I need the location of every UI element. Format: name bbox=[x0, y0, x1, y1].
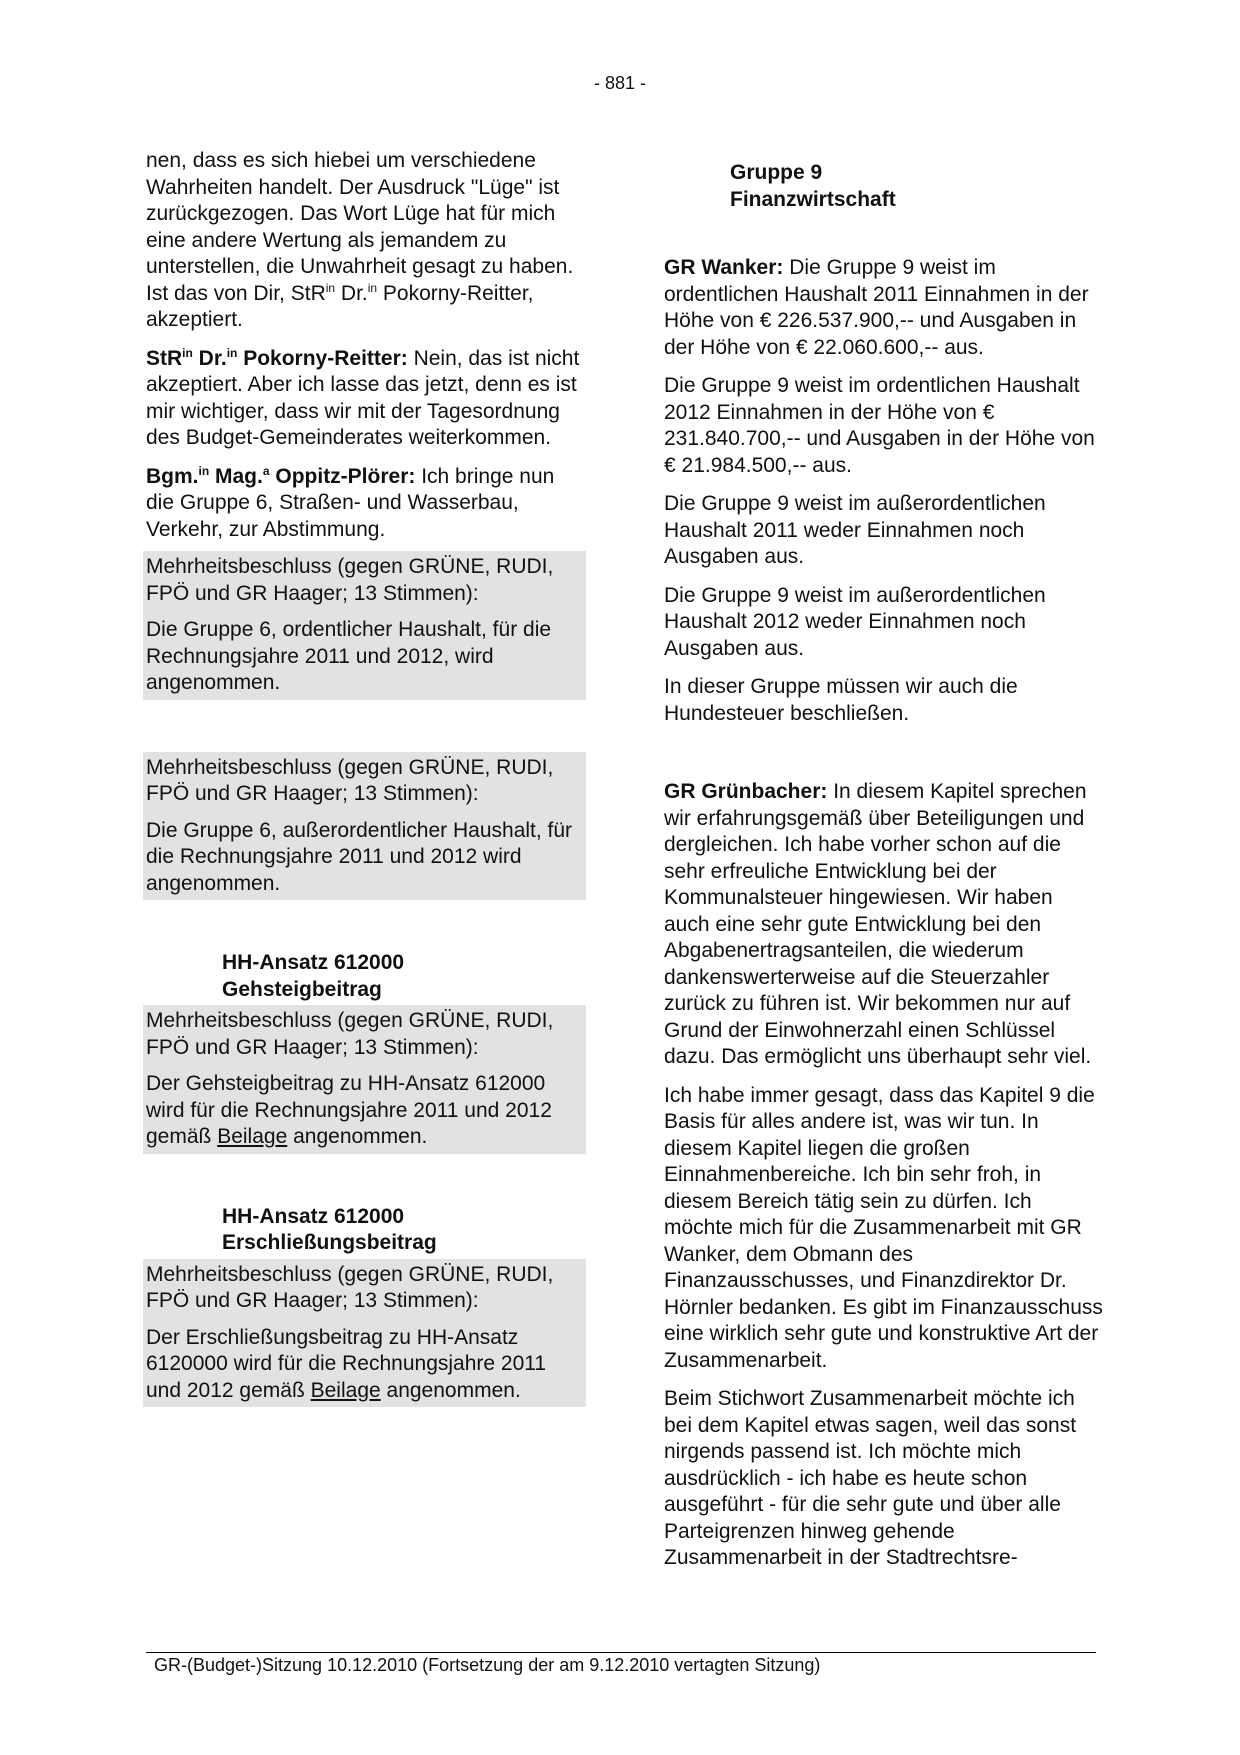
resolution-box bbox=[143, 1005, 586, 1154]
paragraph: In dieser Gruppe müssen wir auch die Hundesteuer beschließen. bbox=[664, 675, 1018, 725]
paragraph: Die Gruppe 9 weist im außerordentlichen Haushalt 2011 weder Einnahmen noch Ausgaben aus. bbox=[664, 492, 1046, 568]
section-heading: HH-Ansatz 612000 Gehsteigbeitrag bbox=[222, 951, 405, 1001]
resolution-vote: Mehrheitsbeschluss (gegen GRÜNE, RUDI, FPÖ und GR Haager; 13 Stimmen): bbox=[146, 1262, 554, 1312]
paragraph: Die Gruppe 9 weist im ordentlichen Haushalt 2012 Einnahmen in der Höhe von € 231.840.700,-- und Ausgaben in der Höhe von € 21.984.500,-- aus. bbox=[664, 374, 1095, 477]
resolution-vote: Mehrheitsbeschluss (gegen GRÜNE, RUDI, FPÖ und GR Haager; 13 Stimmen): bbox=[146, 555, 554, 605]
resolution-text: Die Gruppe 6, außerordentlicher Haushalt, für die Rechnungsjahre 2011 und 2012 wird angenommen. bbox=[146, 818, 573, 895]
beilage-link[interactable]: Beilage bbox=[310, 1378, 381, 1402]
resolution-text: Der Erschließungsbeitrag zu HH-Ansatz 6120000 wird für die Rechnungsjahre 2011 und 2012 gemäß Beilage angenommen. bbox=[146, 1325, 547, 1402]
resolution-vote: Mehrheitsbeschluss (gegen GRÜNE, RUDI, FPÖ und GR Haager; 13 Stimmen): bbox=[146, 1009, 554, 1059]
speech-pokorny-reitter: StR$^{in}$ Dr.$^{in}$ Pokorny-Reitter: Nein, das ist nicht akzeptiert. Aber ich lasse das jetzt, denn es ist mir wichtiger, dass wir mit der Tagesordnung des Budget-Gemeinderates weiterkommen. bbox=[146, 345, 580, 449]
speaker-name: Bgm.$^{in}$ Mag.$^a$ Oppitz-Plörer: bbox=[146, 463, 416, 488]
speech-gruenbacher: GR Grünbacher: In diesem Kapitel sprechen wir erfahrungsgemäß über Beteiligungen und dergleichen. Ich habe vorher schon auf die sehr erfreuliche Entwicklung bei der Kommunalsteuer hingewiesen. Wir haben auch eine sehr gute Entwicklung bei den Abgabenertragsanteilen, die wiederum dankenswerterweise auf die Steuerzahler zurück zu führen ist. Wir bekommen nur auf Grund der Einwohnerzahl einen Schlüssel dazu. Das ermöglicht uns überhaupt sehr viel. bbox=[664, 780, 1092, 1068]
speech-oppitz-ploerer: Bgm.$^{in}$ Mag.$^a$ Oppitz-Plörer: Ich bringe nun die Gruppe 6, Straßen- und Wasserbau, Verkehr, zur Abstimmung. bbox=[146, 463, 555, 541]
section-heading: Gruppe 9 Finanzwirtschaft bbox=[730, 161, 896, 211]
resolution-box bbox=[143, 551, 586, 700]
resolution-vote: Mehrheitsbeschluss (gegen GRÜNE, RUDI, FPÖ und GR Haager; 13 Stimmen): bbox=[146, 755, 554, 805]
left-column bbox=[146, 148, 586, 1407]
footer: GR-(Budget-)Sitzung 10.12.2010 (Fortsetzung der am 9.12.2010 vertagten Sitzung) bbox=[154, 1655, 821, 1675]
page-number: - 881 - bbox=[593, 73, 647, 93]
resolution-box bbox=[143, 1259, 586, 1408]
footer-rule bbox=[146, 1652, 1096, 1653]
speech-wanker: GR Wanker: Die Gruppe 9 weist im ordentlichen Haushalt 2011 Einnahmen in der Höhe von € 226.537.900,-- und Ausgaben in der Höhe von € 22.060.600,-- aus. bbox=[664, 256, 1089, 359]
right-column bbox=[664, 160, 1104, 1584]
speaker-name: GR Wanker: bbox=[664, 256, 784, 279]
section-heading: HH-Ansatz 612000 Erschließungsbeitrag bbox=[222, 1204, 437, 1254]
paragraph: nen, dass es sich hiebei um verschiedene Wahrheiten handelt. Der Ausdruck "Lüge" ist zurückgezogen. Das Wort Lüge hat für mich eine andere Wertung als jemandem zu unterstellen, die Unwahrheit gesagt zu haben. Ist das von Dir, StR$^{in}$ Dr.$^{in}$ Pokorny-Reitter, akzeptiert. bbox=[146, 149, 574, 331]
paragraph: Die Gruppe 9 weist im außerordentlichen Haushalt 2012 weder Einnahmen noch Ausgaben aus. bbox=[664, 583, 1046, 660]
speaker-name: StR$^{in}$ Dr.$^{in}$ Pokorny-Reitter: bbox=[146, 345, 408, 370]
paragraph: Ich habe immer gesagt, dass das Kapitel 9 die Basis für alles andere ist, was wir tun. In diesem Kapitel liegen die großen Einnahmenbereiche. Ich bin sehr froh, in diesem Bereich tätig sein zu dürfen. Ich möchte mich für die Zusammenarbeit mit GR Wanker, dem Obmann des Finanzausschusses, und Finanzdirektor Dr. Hörnler bedanken. Es gibt im Finanzausschuss eine wirklich sehr gute und konstruktive Art der Zusammenarbeit. bbox=[664, 1083, 1103, 1372]
beilage-link[interactable]: Beilage bbox=[217, 1125, 288, 1148]
speaker-name: GR Grünbacher: bbox=[664, 780, 828, 803]
paragraph: Beim Stichwort Zusammenarbeit möchte ich bei dem Kapitel etwas sagen, weil das sonst nirgends passend ist. Ich möchte mich ausdrücklich - ich habe es heute schon ausgeführt - für die sehr gute und über alle Parteigrenzen hinweg gehende Zusammenarbeit in der Stadtrechtsre- bbox=[664, 1387, 1077, 1569]
resolution-text: Der Gehsteigbeitrag zu HH-Ansatz 612000 wird für die Rechnungsjahre 2011 und 2012 gemäß Beilage angenommen. bbox=[146, 1072, 552, 1148]
resolution-text: Die Gruppe 6, ordentlicher Haushalt, für die Rechnungsjahre 2011 und 2012, wird angenommen. bbox=[146, 618, 552, 694]
resolution-box bbox=[143, 752, 586, 901]
